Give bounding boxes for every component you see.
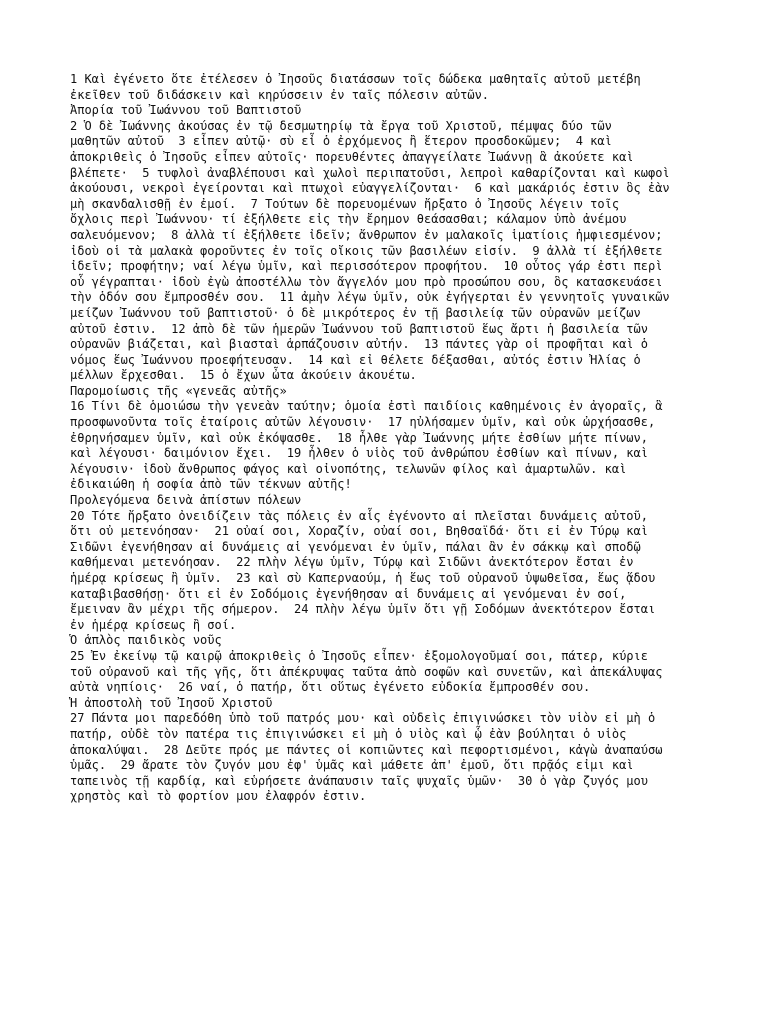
verse-text: καὶ λέγουσι· δαιμόνιον ἔχει. 19 ἦλθεν ὁ υἱὸς τοῦ ἀνθρώπου ἐσθίων καὶ πίνων, καὶ (70, 446, 648, 461)
verse-text: ἰδοὺ οἱ τὰ μαλακὰ φοροῦντες ἐν τοῖς οἴκοις τῶν βασιλέων εἰσίν. 9 ἀλλὰ τί ἐξήλθετε (70, 243, 663, 258)
verse-text: λέγουσιν· ἰδοὺ ἄνθρωπος φάγος καὶ οἰνοπότης, τελωνῶν φίλος καὶ ἁμαρτωλῶν. καὶ (70, 461, 627, 476)
verse-text: ὑμᾶς. 29 ἄρατε τὸν ζυγόν μου ἐφ' ὑμᾶς καὶ μάθετε ἀπ' ἐμοῦ, ὅτι πρᾷός εἰμι καὶ (70, 758, 634, 773)
verse-text: ἐθρηνήσαμεν ὑμῖν, καὶ οὐκ ἐκόψασθε. 18 ἦλθε γὰρ Ἰωάννης μήτε ἐσθίων μήτε πίνων, (70, 430, 648, 445)
verse-text: ταπεινὸς τῇ καρδίᾳ, καὶ εὑρήσετε ἀνάπαυσιν ταῖς ψυχαῖς ὑμῶν· 30 ὁ γὰρ ζυγός μου (70, 773, 648, 788)
section-heading: Παρομοίωσις τῆς «γενεᾶς αὐτῆς» (70, 383, 287, 398)
verse-text: μαθητῶν αὐτοῦ 3 εἶπεν αὐτῷ· σὺ εἶ ὁ ἐρχόμενος ἢ ἕτερον προσδοκῶμεν; 4 καὶ (70, 134, 612, 149)
verse-text: 16 Τίνι δὲ ὁμοιώσω τὴν γενεὰν ταύτην; ὁμοία ἐστὶ παιδίοις καθημένοις ἐν ἀγοραῖς, ἃ (70, 399, 663, 414)
verse-text: τοῦ οὐρανοῦ καὶ τῆς γῆς, ὅτι ἀπέκρυψας ταῦτα ἀπὸ σοφῶν καὶ συνετῶν, καὶ ἀπεκάλυψας (70, 664, 663, 679)
section-heading: Ἀπορία τοῦ Ἰωάννου τοῦ Βαπτιστοῦ (70, 103, 302, 118)
verse-text: Σιδῶνι ἐγενήθησαν αἱ δυνάμεις αἱ γενόμεναι ἐν ὑμῖν, πάλαι ἂν ἐν σάκκῳ καὶ σποδῷ (70, 539, 641, 554)
verse-text: χρηστὸς καὶ τὸ φορτίον μου ἐλαφρόν ἐστιν. (70, 789, 367, 804)
verse-text: καταβιβασθήσῃ· ὅτι εἰ ἐν Σοδόμοις ἐγενήθησαν αἱ δυνάμεις αἱ γενόμεναι ἐν σοί, (70, 586, 627, 601)
verse-text: ὅτι οὐ μετενόησαν· 21 οὐαί σοι, Χοραζίν, οὐαί σοι, Βηθσαϊδά· ὅτι εἰ ἐν Τύρῳ καὶ (70, 524, 648, 539)
section-heading: Προλεγόμενα δεινὰ ἀπίστων πόλεων (70, 493, 302, 508)
verse-text: πατήρ, οὐδὲ τὸν πατέρα τις ἐπιγινώσκει εἰ μὴ ὁ υἱὸς καὶ ᾧ ἐὰν βούληται ὁ υἱὸς (70, 726, 627, 741)
verse-text: βλέπετε· 5 τυφλοὶ ἀναβλέπουσι καὶ χωλοὶ περιπατοῦσι, λεπροὶ καθαρίζονται καὶ κωφοὶ (70, 165, 670, 180)
verse-text: ἐν ἡμέρᾳ κρίσεως ἢ σοί. (70, 617, 237, 632)
verse-text: ἀκούουσι, νεκροὶ ἐγείρονται καὶ πτωχοὶ εὐαγγελίζονται· 6 καὶ μακάριός ἐστιν ὃς ἐὰν (70, 181, 670, 196)
verse-text: ἐδικαιώθη ἡ σοφία ἀπὸ τῶν τέκνων αὐτῆς! (70, 477, 352, 492)
verse-text: 20 Τότε ἤρξατο ὀνειδίζειν τὰς πόλεις ἐν αἷς ἐγένοντο αἱ πλεῖσται δυνάμεις αὐτοῦ, (70, 508, 648, 523)
verse-text: ἐκεῖθεν τοῦ διδάσκειν καὶ κηρύσσειν ἐν ταῖς πόλεσιν αὐτῶν. (70, 87, 490, 102)
verse-text: ἀποκριθεὶς ὁ Ἰησοῦς εἶπεν αὐτοῖς· πορευθέντες ἀπαγγείλατε Ἰωάννῃ ἃ ἀκούετε καὶ (70, 149, 634, 164)
verse-text: 2 Ὁ δὲ Ἰωάννης ἀκούσας ἐν τῷ δεσμωτηρίῳ τὰ ἔργα τοῦ Χριστοῦ, πέμψας δύο τῶν (70, 118, 612, 133)
verse-text: μείζων Ἰωάννου τοῦ βαπτιστοῦ· ὁ δὲ μικρότερος ἐν τῇ βασιλείᾳ τῶν οὐρανῶν μείζων (70, 305, 641, 320)
verse-text: οὐρανῶν βιάζεται, καὶ βιασταὶ ἁρπάζουσιν αὐτήν. 13 πάντες γὰρ οἱ προφῆται καὶ ὁ (70, 337, 648, 352)
verse-text: τὴν ὁδόν σου ἔμπροσθέν σου. 11 ἀμὴν λέγω ὑμῖν, οὐκ ἐγήγερται ἐν γεννητοῖς γυναικῶν (70, 290, 670, 305)
verse-text: καθήμεναι μετενόησαν. 22 πλὴν λέγω ὑμῖν, Τύρῳ καὶ Σιδῶνι ἀνεκτότερον ἔσται ἐν (70, 555, 634, 570)
verse-text: 25 Ἐν ἐκείνῳ τῷ καιρῷ ἀποκριθεὶς ὁ Ἰησοῦς εἶπεν· ἐξομολογοῦμαί σοι, πάτερ, κύριε (70, 648, 648, 663)
verse-text: μὴ σκανδαλισθῇ ἐν ἐμοί. 7 Τούτων δὲ πορευομένων ἤρξατο ὁ Ἰησοῦς λέγειν τοῖς (70, 196, 620, 211)
document-page (70, 72, 690, 805)
verse-text: οὗ γέγραπται· ἰδοὺ ἐγὼ ἀποστέλλω τὸν ἄγγελόν μου πρὸ προσώπου σου, ὃς κατασκευάσει (70, 274, 663, 289)
verse-text: ἀποκαλύψαι. 28 Δεῦτε πρός με πάντες οἱ κοπιῶντες καὶ πεφορτισμένοι, κἀγὼ ἀναπαύσω (70, 742, 663, 757)
verse-text: αὐτὰ νηπίοις· 26 ναί, ὁ πατήρ, ὅτι οὕτως ἐγένετο εὐδοκία ἔμπροσθέν σου. (70, 680, 591, 695)
verse-text: μέλλων ἔρχεσθαι. 15 ὁ ἔχων ὦτα ἀκούειν ἀκουέτω. (70, 368, 417, 383)
verse-text: 1 Καὶ ἐγένετο ὅτε ἐτέλεσεν ὁ Ἰησοῦς διατάσσων τοῖς δώδεκα μαθηταῖς αὐτοῦ μετέβη (70, 72, 641, 86)
verse-text: σαλευόμενον; 8 ἀλλὰ τί ἐξήλθετε ἰδεῖν; ἄνθρωπον ἐν μαλακοῖς ἱματίοις ἠμφιεσμένον; (70, 227, 663, 242)
verse-text: προσφωνοῦντα τοῖς ἑταίροις αὐτῶν λέγουσιν· 17 ηὐλήσαμεν ὑμῖν, καὶ οὐκ ὠρχήσασθε, (70, 415, 656, 430)
section-heading: Ὁ ἁπλὸς παιδικὸς νοῦς (70, 633, 222, 648)
verse-text: ἔμειναν ἂν μέχρι τῆς σήμερον. 24 πλὴν λέγω ὑμῖν ὅτι γῇ Σοδόμων ἀνεκτότερον ἔσται (70, 602, 656, 617)
verse-text: 27 Πάντα μοι παρεδόθη ὑπὸ τοῦ πατρός μου· καὶ οὐδεὶς ἐπιγινώσκει τὸν υἱὸν εἰ μὴ ὁ (70, 711, 656, 726)
verse-text: ἰδεῖν; προφήτην; ναί λέγω ὑμῖν, καὶ περισσότερον προφήτου. 10 οὗτος γάρ ἐστι περὶ (70, 259, 663, 274)
verse-text: ὄχλοις περὶ Ἰωάννου· τί ἐξήλθετε εἰς τὴν ἔρημον θεάσασθαι; κάλαμον ὑπὸ ἀνέμου (70, 212, 627, 227)
section-heading: Ἡ ἀποστολὴ τοῦ Ἰησοῦ Χριστοῦ (70, 695, 273, 710)
verse-text: νόμος ἕως Ἰωάννου προεφήτευσαν. 14 καὶ εἰ θέλετε δέξασθαι, αὐτός ἐστιν Ἠλίας ὁ (70, 352, 641, 367)
verse-text: ἡμέρᾳ κρίσεως ἢ ὑμῖν. 23 καὶ σὺ Καπερναούμ, ἡ ἕως τοῦ οὐρανοῦ ὑψωθεῖσα, ἕως ᾅδου (70, 571, 656, 585)
verse-text: αὐτοῦ ἐστιν. 12 ἀπὸ δὲ τῶν ἡμερῶν Ἰωάννου τοῦ βαπτιστοῦ ἕως ἄρτι ἡ βασιλεία τῶν (70, 321, 648, 336)
